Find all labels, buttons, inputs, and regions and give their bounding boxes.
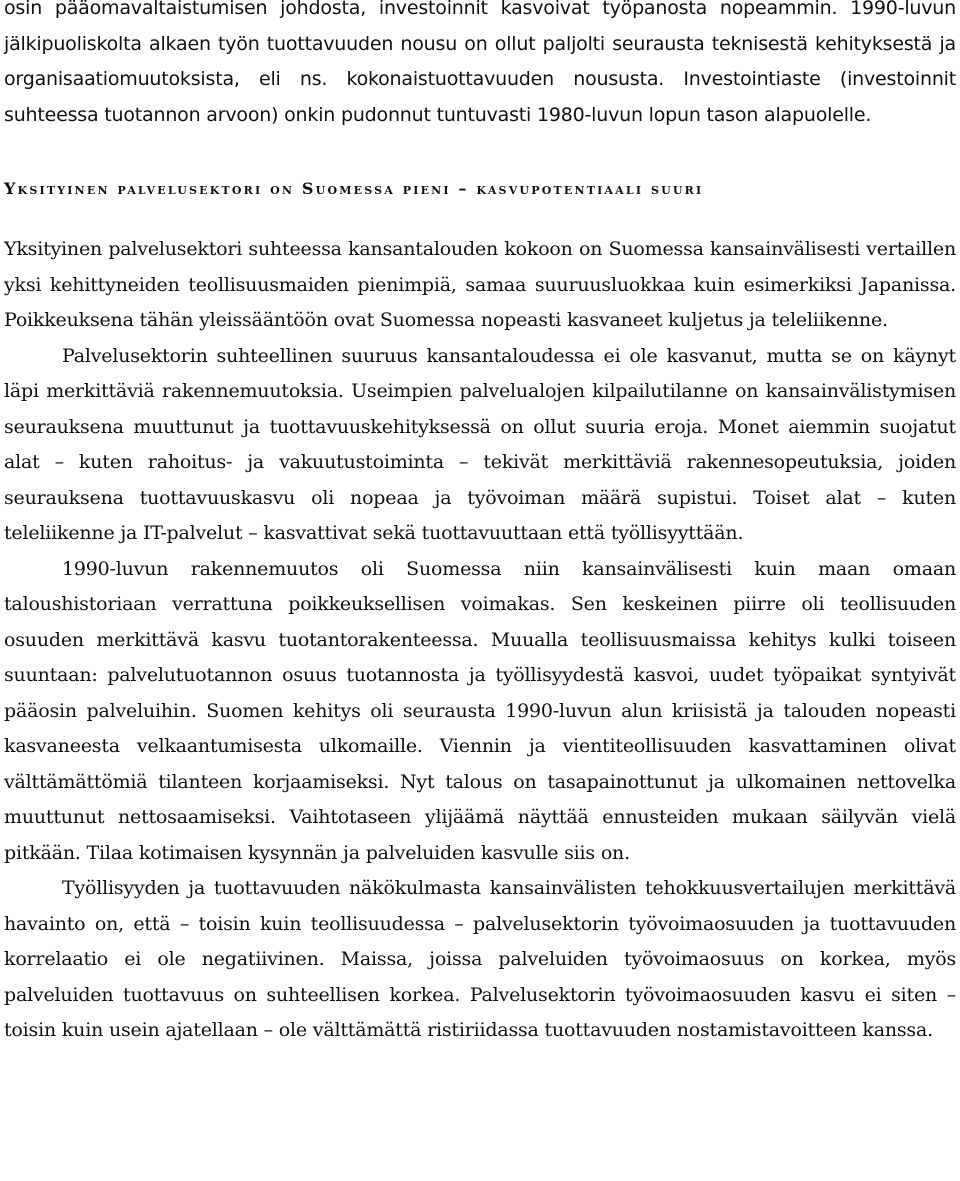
intro-paragraph: osin pääomavaltaistumisen johdosta, investoinnit kasvoivat työpanosta nopeammin. 1990-luvun jälkipuoliskolta alkaen työn tuottavuuden nousu on ollut paljolti seurausta teknisestä kehityksestä ja organisaatiomuutoksista, eli ns. kokonaistuottavuuden noususta. Investointiaste (investoinnit suhteessa tuotannon arvoon) onkin pudonnut tuntuvasti 1980-luvun lopun tason alapuolelle.: [4, 0, 956, 126]
body-paragraph-4: Työllisyyden ja tuottavuuden näkökulmasta kansainvälisten tehokkuusvertailujen merkittävä havainto on, että – toisin kuin teollisuudessa – palvelusektorin työvoimaosuuden ja tuottavuuden korrelaatio ei ole negatiivinen. Maissa, joissa palveluiden työvoimaosuus on korkea, myös palveluiden tuottavuus on suhteellisen korkea. Palvelusektorin työvoimaosuuden kasvu ei siten – toisin kuin usein ajatellaan – ole välttämättä ristiriidassa tuottavuuden nostamistavoitteen kanssa.: [4, 877, 956, 1041]
section-heading: Yksityinen palvelusektori on Suomessa pieni – kasvupotentiaali suuri: [4, 179, 704, 198]
body-paragraph-3: 1990-luvun rakennemuutos oli Suomessa niin kansainvälisesti kuin maan omaan taloushistoriaan verrattuna poikkeuksellisen voimakas. Sen keskeinen piirre oli teollisuuden osuuden merkittävä kasvu tuotantorakenteessa. Muualla teollisuusmaissa kehitys kulki toiseen suuntaan: palvelutuotannon osuus tuotannosta ja työllisyydestä kasvoi, uudet työpaikat syntyivät pääosin palveluihin. Suomen kehitys oli seurausta 1990-luvun alun kriisistä ja talouden nopeasti kasvaneesta velkaantumisesta ulkomaille. Viennin ja vientiteollisuuden kasvattaminen olivat välttämättömiä tilanteen korjaamiseksi. Nyt talous on tasapainottunut ja ulkomainen nettovelka muuttunut nettosaamiseksi. Vaihtotaseen ylijäämä näyttää ennusteiden mukaan säilyvän vielä pitkään. Tilaa kotimaisen kysynnän ja palveluiden kasvulle siis on.: [4, 557, 956, 864]
body-paragraph-1: Yksityinen palvelusektori suhteessa kansantalouden kokoon on Suomessa kansainvälisesti vertaillen yksi kehittyneiden teollisuusmaiden pienimpiä, samaa suuruusluokkaa kuin esimerkiksi Japanissa. Poikkeuksena tähän yleissääntöön ovat Suomessa nopeasti kasvaneet kuljetus ja teleliikenne.: [4, 238, 956, 331]
body-paragraph-2: Palvelusektorin suhteellinen suuruus kansantaloudessa ei ole kasvanut, mutta se on käynyt läpi merkittäviä rakennemuutoksia. Useimpien palvelualojen kilpailutilanne on kansainvälistymisen seurauksena muuttunut ja tuottavuuskehityksessä on ollut suuria eroja. Monet aiemmin suojatut alat – kuten rahoitus- ja vakuutustoiminta – tekivät merkittäviä rakennesopeutuksia, joiden seurauksena tuottavuuskasvu oli nopeaa ja työvoiman määrä supistui. Toiset alat – kuten teleliikenne ja IT-palvelut – kasvattivat sekä tuottavuuttaan että työllisyyttään.: [4, 344, 956, 544]
